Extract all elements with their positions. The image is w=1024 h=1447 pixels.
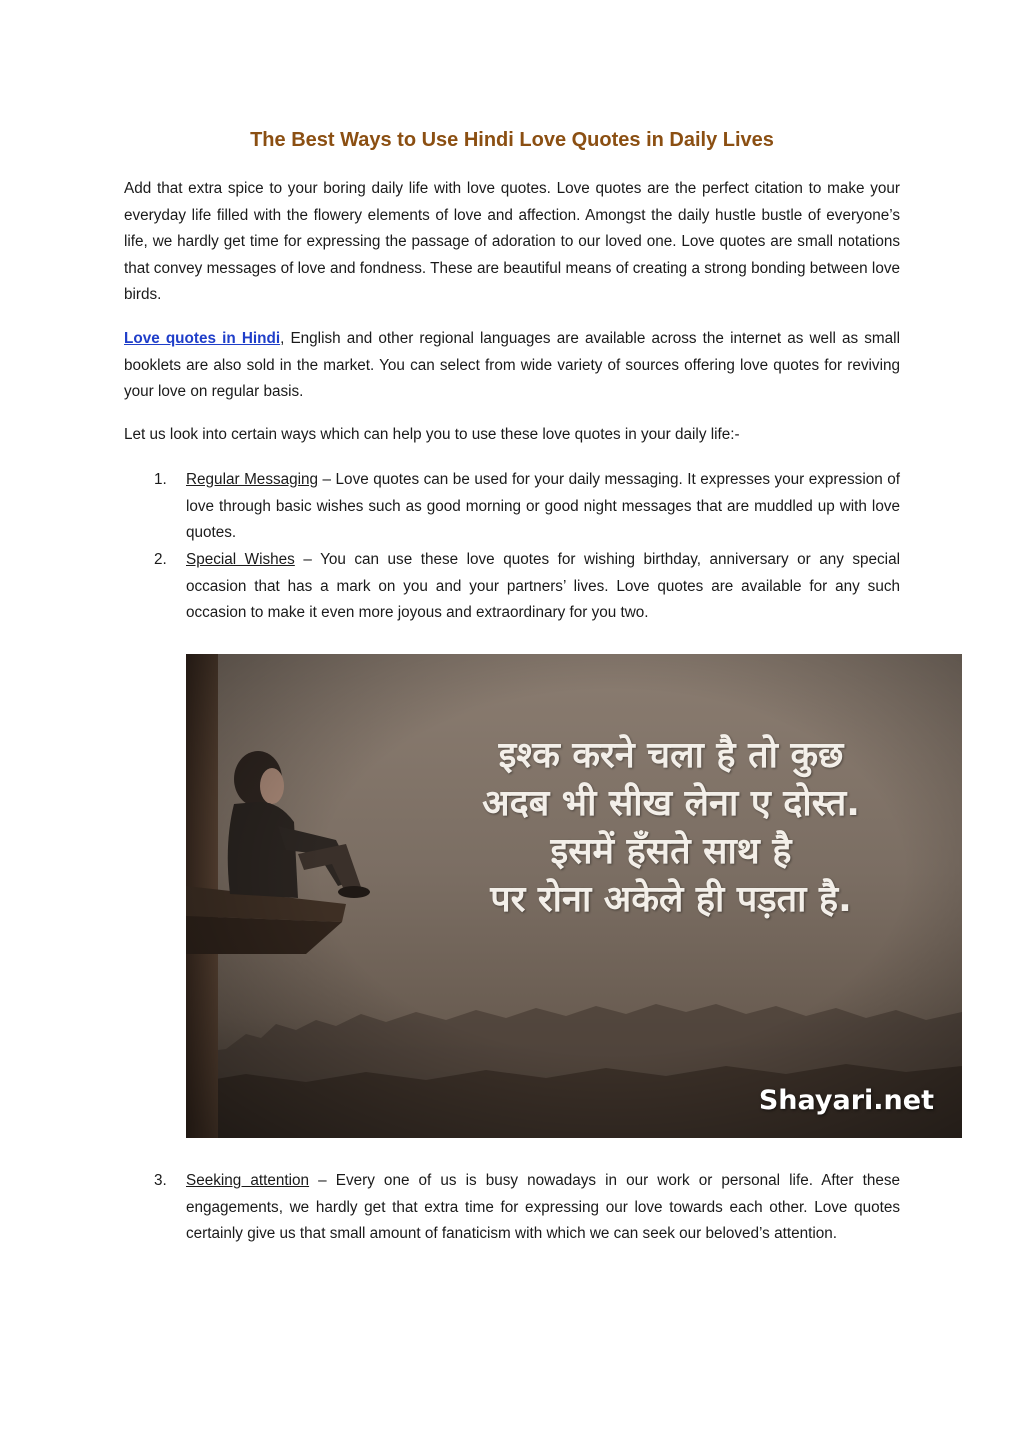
quote-line: अदब भी सीख लेना ए दोस्त.	[482, 783, 860, 824]
list-item-term: Special Wishes	[186, 551, 295, 568]
quote-line: पर रोना अकेले ही पड़ता है.	[490, 879, 852, 920]
page-title: The Best Ways to Use Hindi Love Quotes in Daily Lives	[250, 129, 774, 151]
list-number: 2.	[154, 551, 167, 568]
list-number: 3.	[154, 1172, 167, 1189]
list-item-text: – You can use these love quotes for wishing birthday, anniversary or any special occasion that has a mark on you and your partners’ lives. Love quotes are available for any such occasion to make it even more joyous and extraordinary for you two.	[186, 551, 900, 622]
sources-paragraph	[124, 326, 900, 406]
shayari-watermark: Shayari.net	[758, 1085, 934, 1116]
quote-image	[186, 654, 962, 1138]
quote-line: इसमें हँसते साथ है	[550, 831, 792, 872]
quote-line: इश्क करने चला है तो कुछ	[498, 735, 844, 776]
intro-paragraph: Add that extra spice to your boring daily life with love quotes. Love quotes are the perfect citation to make your everyday life filled with the flowery elements of love and affection. Amongst the daily hustle bustle of everyone’s life, we hardly get time for expressing the passage of adoration to our loved one. Love quotes are small notations that convey messages of love and fondness. These are beautiful means of creating a strong bonding between love birds.	[124, 180, 900, 304]
list-number: 1.	[154, 471, 167, 488]
ways-intro-paragraph: Let us look into certain ways which can help you to use these love quotes in your daily life:-	[124, 426, 740, 443]
list-item-term: Regular Messaging	[186, 471, 319, 488]
love-quotes-hindi-link[interactable]: Love quotes in Hindi	[124, 330, 281, 347]
sources-paragraph-text: , English and other regional languages are available across the internet as well as small booklets are also sold in the market. You can select from wide variety of sources offering love quotes for reviving your love on regular basis.	[124, 330, 900, 401]
hindi-quote	[411, 732, 931, 924]
list-item-text: – Love quotes can be used for your daily messaging. It expresses your expression of love through basic wishes such as good morning or good night messages that are muddled up with love quotes.	[186, 471, 900, 542]
list-item-body	[186, 467, 900, 547]
list-item-text: – Every one of us is busy nowadays in our work or personal life. After these engagements, we hardly get that extra time for expressing our love towards each other. Love quotes certainly give us that small amount of fanaticism with which we can seek our beloved’s attention.	[186, 1172, 901, 1243]
list-item-term: Seeking attention	[186, 1172, 310, 1189]
list-item-body	[186, 1168, 900, 1248]
list-item-body	[186, 547, 900, 627]
